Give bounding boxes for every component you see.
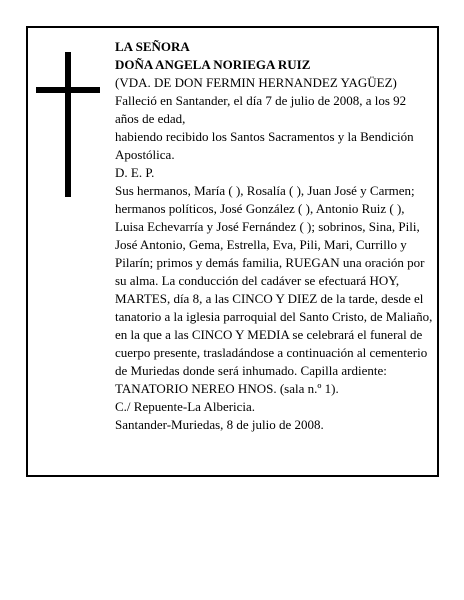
cross-icon [36, 52, 100, 197]
notice-title: LA SEÑORA [115, 39, 190, 54]
family-paragraph: Sus hermanos, María ( ), Rosalía ( ), Juan José y Carmen; hermanos políticos, José González ( ), Antonio Ruiz ( ), Luisa Echevarría y José Fernández ( ); sobrinos, Sina, Pili, José Antonio, Gema, Estrella, Eva, Pili, Mari, Currillo y Pilarín; primos y demás familia, RUEGAN una oración por su alma. La conducción del cadáver se efectuará HOY, MARTES, día 8, a las CINCO Y DIEZ de la tarde, desde el tanatorio a la iglesia parroquial del Santo Cristo, de Maliaño, en la que a las CINCO Y MEDIA se celebrará el funeral de cuerpo presente, trasladándose a continuación al cementerio de Muriedas donde será inhumado. Capilla ardiente: TANATORIO NEREO HNOS. (sala n.º 1). [115, 183, 433, 396]
sacraments-line: habiendo recibido los Santos Sacramentos y la Bendición Apostólica. [115, 129, 414, 162]
death-line: Falleció en Santander, el día 7 de julio de 2008, a los 92 años de edad, [115, 93, 407, 126]
deceased-name: DOÑA ANGELA NORIEGA RUIZ [115, 57, 311, 72]
cross-vertical-bar [65, 52, 71, 197]
widow-line: (VDA. DE DON FERMIN HERNANDEZ YAGÜEZ) [115, 75, 397, 90]
place-date-line: Santander-Muriedas, 8 de julio de 2008. [115, 417, 324, 432]
address-line: C./ Repuente-La Albericia. [115, 399, 256, 414]
notice-text-block [115, 38, 433, 434]
rip-line: D. E. P. [115, 165, 155, 180]
cross-horizontal-bar [36, 87, 100, 93]
